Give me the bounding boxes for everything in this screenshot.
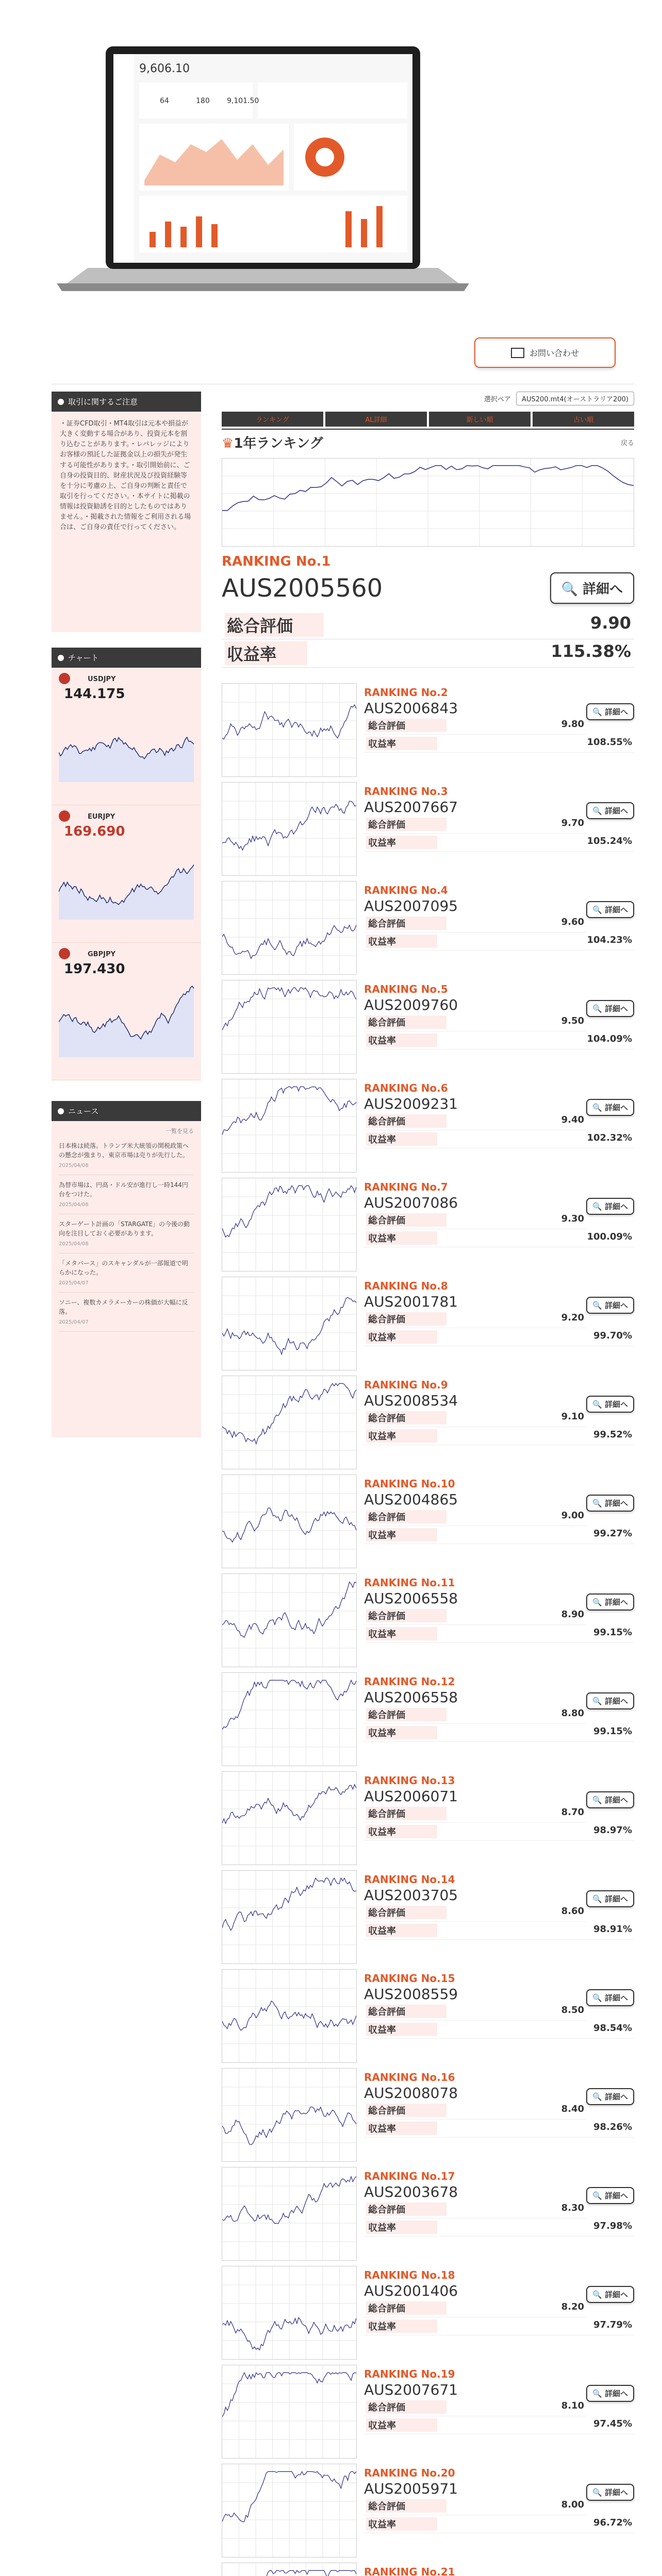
hero-price-text: 9,606.10 <box>139 62 190 75</box>
ranking-row <box>222 1771 634 1869</box>
ranking-label: RANKING No.10 <box>364 1478 455 1490</box>
rank1-name: AUS2005560 <box>222 573 383 603</box>
news-date: 2025/04/07 <box>59 1319 89 1325</box>
ranking-detail-button[interactable]: 🔍 詳細へ <box>586 1495 634 1512</box>
ranking-label: RANKING No.14 <box>364 1873 455 1886</box>
ranking-detail-button[interactable]: 🔍 詳細へ <box>586 1396 634 1413</box>
news-text: スターゲート計画の「STARGATE」の今後の動向を注目しておく必要があります。 <box>59 1220 190 1237</box>
chart-card-gbpjpy[interactable] <box>52 943 201 1080</box>
equity-chart-main <box>222 458 634 547</box>
ranking-info <box>357 881 634 979</box>
ranking-info <box>357 782 634 880</box>
tab-bar <box>222 412 634 427</box>
ranking-info <box>357 2068 634 2166</box>
ranking-detail-button[interactable]: 🔍 詳細へ <box>586 2088 634 2105</box>
ranking-return-row: 収益率 98.26% <box>364 2120 634 2138</box>
ranking-return-row: 収益率 99.70% <box>364 1328 634 1346</box>
main-content <box>222 392 634 2576</box>
ranking-row <box>222 1277 634 1375</box>
ranking-row <box>222 1475 634 1572</box>
ranking-label: RANKING No.4 <box>364 884 448 896</box>
ranking-equity-chart <box>222 1870 357 1964</box>
ranking-label: RANKING No.7 <box>364 1181 448 1193</box>
ranking-score-row: 総合評価 8.70 <box>364 1805 586 1823</box>
ranking-score-row: 総合評価 8.50 <box>364 2003 586 2021</box>
page-title: ♛1年ランキング <box>222 436 323 451</box>
ranking-name: AUS2003678 <box>364 2183 458 2200</box>
tab-newest[interactable]: 新しい順 <box>429 412 531 427</box>
ranking-score-row: 総合評価 9.30 <box>364 1211 586 1229</box>
ranking-return-row: 収益率 98.91% <box>364 1922 634 1940</box>
pair-price: 169.690 <box>64 824 125 839</box>
ranking-info <box>357 1771 634 1869</box>
ranking-score-row: 総合評価 9.10 <box>364 1409 586 1427</box>
ranking-row <box>222 1573 634 1671</box>
ranking-score-row: 総合評価 8.10 <box>364 2398 586 2416</box>
ranking-equity-chart <box>222 1178 357 1272</box>
hero-stat-2: 180 <box>196 97 210 105</box>
ranking-score-row: 総合評価 8.80 <box>364 1706 586 1724</box>
chart-icon <box>58 655 64 661</box>
ranking-label: RANKING No.8 <box>364 1280 448 1292</box>
ranking-detail-button[interactable]: 🔍 詳細へ <box>586 2187 634 2204</box>
ranking-info <box>357 980 634 1078</box>
ranking-detail-button[interactable]: 🔍 詳細へ <box>586 1000 634 1017</box>
ranking-equity-chart <box>222 1573 357 1667</box>
ranking-info <box>357 2464 634 2562</box>
ranking-score-row: 総合評価 9.00 <box>364 1508 586 1526</box>
ranking-name: AUS2008559 <box>364 1986 458 2003</box>
ranking-info <box>357 2365 634 2463</box>
chart-card-usdjpy[interactable] <box>52 668 201 805</box>
ranking-detail-button[interactable]: 🔍 詳細へ <box>586 1791 634 1808</box>
ranking-name: AUS2001406 <box>364 2282 458 2299</box>
ranking-label: RANKING No.20 <box>364 2467 455 2479</box>
ranking-detail-button[interactable]: 🔍 詳細へ <box>586 802 634 819</box>
ranking-name: AUS2008078 <box>364 2084 458 2102</box>
ranking-equity-chart <box>222 2068 357 2162</box>
ranking-equity-chart <box>222 2464 357 2557</box>
ranking-info <box>357 2266 634 2364</box>
ranking-row <box>222 2167 634 2265</box>
news-date: 2025/04/08 <box>59 1162 89 1168</box>
ranking-name: AUS2004865 <box>364 1491 458 1508</box>
ranking-score-row: 総合評価 8.30 <box>364 2200 586 2218</box>
ranking-name: AUS2006071 <box>364 1788 458 1805</box>
ranking-return-row: 収益率 105.24% <box>364 834 634 852</box>
ranking-info <box>357 1376 634 1473</box>
pair-name: USDJPY <box>88 675 116 683</box>
ranking-name: AUS2009760 <box>364 996 458 1013</box>
ranking-name: AUS2005971 <box>364 2480 458 2497</box>
ranking-return-row: 収益率 102.32% <box>364 1130 634 1148</box>
ranking-detail-button[interactable]: 🔍 詳細へ <box>586 1594 634 1611</box>
ranking-equity-chart <box>222 2563 357 2576</box>
notice-text: ・証券CFD取引・MT4取引は元本や損益が大きく変動する場合があり、投資元本を割り込むことがあります。・レバレッジによりお客様の預託した証拠金以上の損失が発生する可能性があります。・取引開始前に、ご自身の投資目的、財産状況及び投資経験等を十分に考慮の上、ご自身の判断と責任で取引を行ってください。・本サイトに掲載の情報は投資勧誘を目的としたものではありません。・掲載された情報をご利用される場合は、ご自身の責任で行ってください。 <box>52 412 201 632</box>
news-date: 2025/04/07 <box>59 1280 89 1286</box>
ranking-list <box>222 683 634 2576</box>
news-text: ソニー、複数カメラメーカーの株価が大幅に反落。 <box>59 1298 188 1315</box>
ranking-label: RANKING No.21 <box>364 2566 455 2576</box>
sidebar <box>52 392 201 1437</box>
pair-mini-chart <box>59 842 194 920</box>
ranking-detail-button[interactable]: 🔍 詳細へ <box>586 901 634 918</box>
ranking-detail-button[interactable]: 🔍 詳細へ <box>586 1297 634 1314</box>
ranking-score-row: 総合評価 9.80 <box>364 717 586 735</box>
ranking-label: RANKING No.9 <box>364 1379 448 1391</box>
news-date: 2025/04/08 <box>59 1201 89 1208</box>
ranking-return-row: 収益率 98.97% <box>364 1823 634 1841</box>
news-header <box>52 1101 201 1121</box>
ranking-name: AUS2006558 <box>364 1590 458 1607</box>
ranking-return-row: 収益率 104.23% <box>364 933 634 951</box>
ranking-label: RANKING No.12 <box>364 1675 455 1688</box>
ranking-detail-button[interactable]: 🔍 詳細へ <box>586 1198 634 1215</box>
charts-title: チャート <box>68 653 99 663</box>
laptop-hero-image <box>57 41 469 299</box>
notice-header <box>52 392 201 412</box>
ranking-detail-button[interactable]: 🔍 詳細へ <box>586 1099 634 1116</box>
rank1-score-row: 総合評価 9.90 <box>222 611 634 639</box>
ranking-row <box>222 980 634 1078</box>
ranking-equity-chart <box>222 2167 357 2261</box>
ranking-equity-chart <box>222 782 357 876</box>
ranking-score-row: 総合評価 8.20 <box>364 2299 586 2317</box>
flag-icon <box>59 673 70 684</box>
ranking-row <box>222 2464 634 2562</box>
ranking-equity-chart <box>222 1277 357 1370</box>
news-item[interactable] <box>59 1253 194 1293</box>
ranking-return-row: 収益率 99.15% <box>364 1625 634 1643</box>
pair-select-row <box>222 392 634 405</box>
ranking-label: RANKING No.18 <box>364 2269 455 2281</box>
ranking-score-row: 総合評価 9.50 <box>364 1013 586 1031</box>
news-date: 2025/04/08 <box>59 1241 89 1247</box>
ranking-row <box>222 1178 634 1276</box>
pair-mini-chart <box>59 705 194 782</box>
news-panel <box>52 1121 201 1437</box>
rank1-return-row: 収益率 115.38% <box>222 639 634 668</box>
ranking-detail-button[interactable]: 🔍 詳細へ <box>586 2286 634 2303</box>
pair-name: GBPJPY <box>88 950 115 958</box>
ranking-equity-chart <box>222 1475 357 1568</box>
contact-label: お問い合わせ <box>529 348 579 358</box>
news-item[interactable] <box>59 1136 194 1175</box>
ranking-label: RANKING No.5 <box>364 983 448 995</box>
ranking-info <box>357 683 634 781</box>
ranking-return-row: 収益率 97.79% <box>364 2317 634 2335</box>
ranking-label: RANKING No.13 <box>364 1774 455 1787</box>
ranking-equity-chart <box>222 2365 357 2459</box>
ranking-name: AUS2007086 <box>364 1194 458 1211</box>
ranking-name: AUS2006843 <box>364 700 458 717</box>
hero-stat-1: 64 <box>160 97 169 105</box>
ranking-row <box>222 1969 634 2067</box>
ranking-row <box>222 2068 634 2166</box>
tab-al-detail[interactable]: AL詳細 <box>325 412 427 427</box>
ranking-return-row: 収益率 108.55% <box>364 735 634 753</box>
news-text: 「メタバース」のスキャンダルが一部報道で明らかになった。 <box>59 1259 188 1276</box>
ranking-score-row: 総合評価 8.40 <box>364 2102 586 2120</box>
ranking-return-row: 収益率 98.54% <box>364 2021 634 2039</box>
ranking-info <box>357 2167 634 2265</box>
ranking-return-row: 収益率 97.45% <box>364 2416 634 2434</box>
ranking-name: AUS2007667 <box>364 799 458 816</box>
info-icon <box>58 399 64 405</box>
ranking-score-row: 総合評価 9.20 <box>364 1310 586 1328</box>
ranking-score-row: 総合評価 9.40 <box>364 1112 586 1130</box>
ranking-detail-button[interactable]: 🔍 詳細へ <box>586 1989 634 2006</box>
ranking-score-row: 総合評価 8.00 <box>364 2497 586 2515</box>
ranking-name: AUS2007671 <box>364 2381 458 2398</box>
ranking-row <box>222 2365 634 2463</box>
ranking-row <box>222 1672 634 1770</box>
ranking-row <box>222 782 634 880</box>
ranking-name: AUS2003705 <box>364 1887 458 1904</box>
news-more-link[interactable]: 一覧を見る <box>166 1128 194 1134</box>
ranking-label: RANKING No.2 <box>364 686 448 699</box>
ranking-label: RANKING No.16 <box>364 2071 455 2083</box>
ranking-equity-chart <box>222 2266 357 2360</box>
ranking-score-row: 総合評価 8.90 <box>364 1607 586 1625</box>
ranking-row <box>222 1079 634 1177</box>
ranking-return-row: 収益率 100.09% <box>364 1229 634 1247</box>
ranking-name: AUS2008534 <box>364 1392 458 1409</box>
pair-select-label: 選択ペア <box>484 396 511 403</box>
ranking-info <box>357 1672 634 1770</box>
rank1-row <box>222 572 634 604</box>
ranking-row <box>222 1870 634 1968</box>
ranking-label: RANKING No.19 <box>364 2368 455 2380</box>
ranking-equity-chart <box>222 881 357 975</box>
chart-card-eurjpy[interactable] <box>52 805 201 943</box>
notice-title: 取引に関するご注意 <box>68 397 138 406</box>
ranking-name: AUS2009231 <box>364 1095 458 1112</box>
ranking-detail-button[interactable]: 🔍 詳細へ <box>586 703 634 720</box>
ranking-row <box>222 1376 634 1473</box>
hero-stat-3: 9,101.50 <box>227 97 259 105</box>
news-item[interactable] <box>59 1293 194 1332</box>
ranking-score-row: 総合評価 9.70 <box>364 816 586 834</box>
ranking-return-row: 収益率 99.15% <box>364 1724 634 1742</box>
news-text: 為替市場は、円高・ドル安が進行し一時144円台をつけた。 <box>59 1181 188 1198</box>
ranking-return-row: 収益率 97.98% <box>364 2218 634 2236</box>
pair-mini-chart <box>59 980 194 1057</box>
ranking-return-row: 収益率 99.52% <box>364 1427 634 1445</box>
mail-icon <box>511 348 524 358</box>
pair-name: EURJPY <box>88 812 115 821</box>
pair-price: 197.430 <box>64 961 125 977</box>
contact-button[interactable] <box>474 337 616 368</box>
ranking-info <box>357 2563 634 2576</box>
news-title: ニュース <box>68 1107 99 1116</box>
back-link[interactable]: 戻る <box>620 439 634 447</box>
charts-header <box>52 648 201 668</box>
ranking-return-row: 収益率 99.27% <box>364 1526 634 1544</box>
rank1-label: RANKING No.1 <box>222 554 331 569</box>
ranking-row <box>222 881 634 979</box>
flag-icon <box>59 948 70 959</box>
flag-icon <box>59 810 70 822</box>
ranking-equity-chart <box>222 683 357 777</box>
ranking-name: AUS2007095 <box>364 897 458 914</box>
tab-ranking[interactable]: ランキング <box>222 412 323 427</box>
news-item[interactable] <box>59 1175 194 1214</box>
ranking-score-row: 総合評価 9.60 <box>364 914 586 933</box>
ranking-label: RANKING No.6 <box>364 1082 448 1094</box>
pair-select[interactable]: AUS200.mt4(オーストラリア200) <box>516 392 634 405</box>
ranking-info <box>357 1079 634 1177</box>
ranking-return-row: 収益率 104.09% <box>364 1031 634 1049</box>
ranking-equity-chart <box>222 1079 357 1173</box>
ranking-info <box>357 1277 634 1375</box>
pair-price: 144.175 <box>64 686 125 702</box>
ranking-label: RANKING No.17 <box>364 2170 455 2182</box>
ranking-score-row: 総合評価 8.60 <box>364 1904 586 1922</box>
ranking-label: RANKING No.15 <box>364 1972 455 1985</box>
title-row <box>222 429 634 455</box>
ranking-info <box>357 1475 634 1572</box>
ranking-equity-chart <box>222 1771 357 1865</box>
ranking-label: RANKING No.11 <box>364 1577 455 1589</box>
ranking-detail-button[interactable]: 🔍 詳細へ <box>586 1890 634 1907</box>
tab-oldest[interactable]: 古い順 <box>533 412 634 427</box>
ranking-equity-chart <box>222 1672 357 1766</box>
crown-icon: ♛ <box>222 436 234 451</box>
ranking-info <box>357 1870 634 1968</box>
ranking-detail-button[interactable]: 🔍 詳細へ <box>586 2484 634 2501</box>
rank1-detail-button[interactable]: 🔍 詳細へ <box>550 572 634 604</box>
ranking-row <box>222 683 634 781</box>
ranking-row <box>222 2266 634 2364</box>
ranking-equity-chart <box>222 1376 357 1469</box>
ranking-info <box>357 1969 634 2067</box>
ranking-row <box>222 2563 634 2576</box>
ranking-return-row: 収益率 96.72% <box>364 2515 634 2533</box>
news-text: 日本株は続落。トランプ米大統領の関税政策への懸念が強まり、東京市場は売りが先行した。 <box>59 1142 189 1159</box>
ranking-equity-chart <box>222 1969 357 2063</box>
ranking-label: RANKING No.3 <box>364 785 448 798</box>
ranking-detail-button[interactable]: 🔍 詳細へ <box>586 2385 634 2402</box>
ranking-info <box>357 1573 634 1671</box>
ranking-name: AUS2001781 <box>364 1293 458 1310</box>
news-icon <box>58 1108 64 1114</box>
news-item[interactable] <box>59 1214 194 1253</box>
ranking-info <box>357 1178 634 1276</box>
ranking-name: AUS2006558 <box>364 1689 458 1706</box>
ranking-equity-chart <box>222 980 357 1074</box>
ranking-detail-button[interactable]: 🔍 詳細へ <box>586 1692 634 1709</box>
